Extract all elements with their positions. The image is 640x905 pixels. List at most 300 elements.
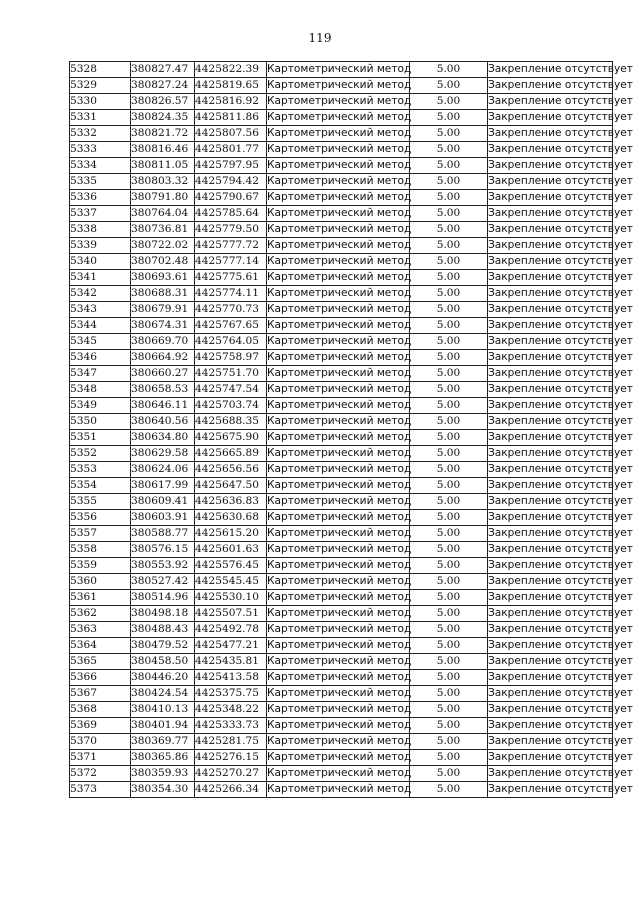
accuracy-cell: 5.00: [410, 222, 488, 238]
fixing-cell: Закрепление отсутствует: [488, 414, 613, 430]
table-row: [70, 286, 613, 302]
x-coordinate-cell: 380803.32: [131, 174, 195, 190]
y-coordinate-cell: 4425281.75: [195, 734, 267, 750]
point-number-cell: 5348: [70, 382, 131, 398]
y-coordinate-cell: 4425636.83: [195, 494, 267, 510]
accuracy-cell: 5.00: [410, 558, 488, 574]
x-coordinate-cell: 380664.92: [131, 350, 195, 366]
y-coordinate-cell: 4425477.21: [195, 638, 267, 654]
point-number-cell: 5330: [70, 94, 131, 110]
x-coordinate-cell: 380702.48: [131, 254, 195, 270]
x-coordinate-cell: 380488.43: [131, 622, 195, 638]
point-number-cell: 5372: [70, 766, 131, 782]
table-row: [70, 318, 613, 334]
accuracy-cell: 5.00: [410, 270, 488, 286]
point-number-cell: 5354: [70, 478, 131, 494]
x-coordinate-cell: 380646.11: [131, 398, 195, 414]
fixing-cell: Закрепление отсутствует: [488, 94, 613, 110]
fixing-cell: Закрепление отсутствует: [488, 62, 613, 78]
fixing-cell: Закрепление отсутствует: [488, 542, 613, 558]
point-number-cell: 5370: [70, 734, 131, 750]
y-coordinate-cell: 4425688.35: [195, 414, 267, 430]
accuracy-cell: 5.00: [410, 318, 488, 334]
fixing-cell: Закрепление отсутствует: [488, 318, 613, 334]
point-number-cell: 5349: [70, 398, 131, 414]
x-coordinate-cell: 380446.20: [131, 670, 195, 686]
accuracy-cell: 5.00: [410, 350, 488, 366]
method-cell: Картометрический метод: [267, 190, 410, 206]
fixing-cell: Закрепление отсутствует: [488, 782, 613, 798]
table-row: [70, 78, 613, 94]
table-row: [70, 670, 613, 686]
fixing-cell: Закрепление отсутствует: [488, 78, 613, 94]
y-coordinate-cell: 4425777.14: [195, 254, 267, 270]
y-coordinate-cell: 4425413.58: [195, 670, 267, 686]
method-cell: Картометрический метод: [267, 638, 410, 654]
method-cell: Картометрический метод: [267, 382, 410, 398]
table-row: [70, 510, 613, 526]
point-number-cell: 5368: [70, 702, 131, 718]
point-number-cell: 5333: [70, 142, 131, 158]
table-row: [70, 718, 613, 734]
y-coordinate-cell: 4425747.54: [195, 382, 267, 398]
method-cell: Картометрический метод: [267, 254, 410, 270]
point-number-cell: 5332: [70, 126, 131, 142]
method-cell: Картометрический метод: [267, 654, 410, 670]
accuracy-cell: 5.00: [410, 414, 488, 430]
x-coordinate-cell: 380498.18: [131, 606, 195, 622]
method-cell: Картометрический метод: [267, 430, 410, 446]
method-cell: Картометрический метод: [267, 734, 410, 750]
x-coordinate-cell: 380688.31: [131, 286, 195, 302]
y-coordinate-cell: 4425790.67: [195, 190, 267, 206]
accuracy-cell: 5.00: [410, 430, 488, 446]
accuracy-cell: 5.00: [410, 750, 488, 766]
method-cell: Картометрический метод: [267, 750, 410, 766]
coordinates-table-body: [70, 62, 633, 798]
y-coordinate-cell: 4425647.50: [195, 478, 267, 494]
x-coordinate-cell: 380679.91: [131, 302, 195, 318]
y-coordinate-cell: 4425703.74: [195, 398, 267, 414]
point-number-cell: 5369: [70, 718, 131, 734]
fixing-cell: Закрепление отсутствует: [488, 702, 613, 718]
table-row: [70, 398, 613, 414]
y-coordinate-cell: 4425797.95: [195, 158, 267, 174]
table-row: [70, 446, 613, 462]
accuracy-cell: 5.00: [410, 542, 488, 558]
point-number-cell: 5343: [70, 302, 131, 318]
y-coordinate-cell: 4425656.56: [195, 462, 267, 478]
table-row: [70, 494, 613, 510]
coordinates-table: [69, 61, 633, 798]
accuracy-cell: 5.00: [410, 670, 488, 686]
method-cell: Картометрический метод: [267, 286, 410, 302]
point-number-cell: 5336: [70, 190, 131, 206]
method-cell: Картометрический метод: [267, 350, 410, 366]
y-coordinate-cell: 4425576.45: [195, 558, 267, 574]
accuracy-cell: 5.00: [410, 190, 488, 206]
fixing-cell: Закрепление отсутствует: [488, 734, 613, 750]
y-coordinate-cell: 4425435.81: [195, 654, 267, 670]
point-number-cell: 5329: [70, 78, 131, 94]
x-coordinate-cell: 380410.13: [131, 702, 195, 718]
y-coordinate-cell: 4425779.50: [195, 222, 267, 238]
x-coordinate-cell: 380424.54: [131, 686, 195, 702]
y-coordinate-cell: 4425777.72: [195, 238, 267, 254]
table-row: [70, 430, 613, 446]
method-cell: Картометрический метод: [267, 334, 410, 350]
fixing-cell: Закрепление отсутствует: [488, 654, 613, 670]
accuracy-cell: 5.00: [410, 526, 488, 542]
x-coordinate-cell: 380827.24: [131, 78, 195, 94]
accuracy-cell: 5.00: [410, 382, 488, 398]
accuracy-cell: 5.00: [410, 238, 488, 254]
table-row: [70, 126, 613, 142]
accuracy-cell: 5.00: [410, 654, 488, 670]
point-number-cell: 5366: [70, 670, 131, 686]
accuracy-cell: 5.00: [410, 302, 488, 318]
x-coordinate-cell: 380736.81: [131, 222, 195, 238]
x-coordinate-cell: 380458.50: [131, 654, 195, 670]
x-coordinate-cell: 380354.30: [131, 782, 195, 798]
accuracy-cell: 5.00: [410, 606, 488, 622]
y-coordinate-cell: 4425767.65: [195, 318, 267, 334]
fixing-cell: Закрепление отсутствует: [488, 222, 613, 238]
x-coordinate-cell: 380693.61: [131, 270, 195, 286]
point-number-cell: 5345: [70, 334, 131, 350]
y-coordinate-cell: 4425530.10: [195, 590, 267, 606]
point-number-cell: 5347: [70, 366, 131, 382]
x-coordinate-cell: 380629.58: [131, 446, 195, 462]
page-number: 119: [308, 31, 332, 45]
fixing-cell: Закрепление отсутствует: [488, 750, 613, 766]
method-cell: Картометрический метод: [267, 222, 410, 238]
method-cell: Картометрический метод: [267, 590, 410, 606]
table-row: [70, 238, 613, 254]
point-number-cell: 5365: [70, 654, 131, 670]
fixing-cell: Закрепление отсутствует: [488, 142, 613, 158]
fixing-cell: Закрепление отсутствует: [488, 190, 613, 206]
table-row: [70, 174, 613, 190]
point-number-cell: 5367: [70, 686, 131, 702]
table-row: [70, 702, 613, 718]
x-coordinate-cell: 380359.93: [131, 766, 195, 782]
method-cell: Картометрический метод: [267, 414, 410, 430]
accuracy-cell: 5.00: [410, 478, 488, 494]
point-number-cell: 5358: [70, 542, 131, 558]
fixing-cell: Закрепление отсутствует: [488, 110, 613, 126]
point-number-cell: 5363: [70, 622, 131, 638]
table-row: [70, 526, 613, 542]
fixing-cell: Закрепление отсутствует: [488, 206, 613, 222]
fixing-cell: Закрепление отсутствует: [488, 494, 613, 510]
y-coordinate-cell: 4425492.78: [195, 622, 267, 638]
method-cell: Картометрический метод: [267, 718, 410, 734]
x-coordinate-cell: 380826.57: [131, 94, 195, 110]
x-coordinate-cell: 380816.46: [131, 142, 195, 158]
x-coordinate-cell: 380722.02: [131, 238, 195, 254]
method-cell: Картометрический метод: [267, 542, 410, 558]
method-cell: Картометрический метод: [267, 174, 410, 190]
accuracy-cell: 5.00: [410, 62, 488, 78]
x-coordinate-cell: 380479.52: [131, 638, 195, 654]
point-number-cell: 5337: [70, 206, 131, 222]
x-coordinate-cell: 380576.15: [131, 542, 195, 558]
method-cell: Картометрический метод: [267, 110, 410, 126]
point-number-cell: 5357: [70, 526, 131, 542]
table-row: [70, 110, 613, 126]
method-cell: Картометрический метод: [267, 494, 410, 510]
y-coordinate-cell: 4425348.22: [195, 702, 267, 718]
table-row: [70, 766, 613, 782]
point-number-cell: 5334: [70, 158, 131, 174]
accuracy-cell: 5.00: [410, 94, 488, 110]
method-cell: Картометрический метод: [267, 462, 410, 478]
x-coordinate-cell: 380624.06: [131, 462, 195, 478]
method-cell: Картометрический метод: [267, 510, 410, 526]
fixing-cell: Закрепление отсутствует: [488, 670, 613, 686]
accuracy-cell: 5.00: [410, 766, 488, 782]
y-coordinate-cell: 4425615.20: [195, 526, 267, 542]
method-cell: Картометрический метод: [267, 478, 410, 494]
table-row: [70, 334, 613, 350]
accuracy-cell: 5.00: [410, 622, 488, 638]
x-coordinate-cell: 380811.05: [131, 158, 195, 174]
y-coordinate-cell: 4425270.27: [195, 766, 267, 782]
y-coordinate-cell: 4425375.75: [195, 686, 267, 702]
x-coordinate-cell: 380365.86: [131, 750, 195, 766]
x-coordinate-cell: 380660.27: [131, 366, 195, 382]
table-row: [70, 302, 613, 318]
fixing-cell: Закрепление отсутствует: [488, 718, 613, 734]
y-coordinate-cell: 4425601.63: [195, 542, 267, 558]
point-number-cell: 5355: [70, 494, 131, 510]
accuracy-cell: 5.00: [410, 174, 488, 190]
table-row: [70, 542, 613, 558]
x-coordinate-cell: 380514.96: [131, 590, 195, 606]
table-row: [70, 222, 613, 238]
point-number-cell: 5360: [70, 574, 131, 590]
point-number-cell: 5353: [70, 462, 131, 478]
point-number-cell: 5362: [70, 606, 131, 622]
y-coordinate-cell: 4425785.64: [195, 206, 267, 222]
accuracy-cell: 5.00: [410, 254, 488, 270]
accuracy-cell: 5.00: [410, 574, 488, 590]
fixing-cell: Закрепление отсутствует: [488, 462, 613, 478]
method-cell: Картометрический метод: [267, 318, 410, 334]
x-coordinate-cell: 380603.91: [131, 510, 195, 526]
table-row: [70, 366, 613, 382]
accuracy-cell: 5.00: [410, 446, 488, 462]
point-number-cell: 5338: [70, 222, 131, 238]
fixing-cell: Закрепление отсутствует: [488, 254, 613, 270]
fixing-cell: Закрепление отсутствует: [488, 622, 613, 638]
y-coordinate-cell: 4425801.77: [195, 142, 267, 158]
accuracy-cell: 5.00: [410, 782, 488, 798]
table-row: [70, 622, 613, 638]
y-coordinate-cell: 4425333.73: [195, 718, 267, 734]
table-row: [70, 782, 613, 798]
table-row: [70, 462, 613, 478]
fixing-cell: Закрепление отсутствует: [488, 766, 613, 782]
accuracy-cell: 5.00: [410, 142, 488, 158]
y-coordinate-cell: 4425811.86: [195, 110, 267, 126]
x-coordinate-cell: 380824.35: [131, 110, 195, 126]
x-coordinate-cell: 380658.53: [131, 382, 195, 398]
x-coordinate-cell: 380553.92: [131, 558, 195, 574]
method-cell: Картометрический метод: [267, 446, 410, 462]
table-row: [70, 606, 613, 622]
accuracy-cell: 5.00: [410, 286, 488, 302]
x-coordinate-cell: 380791.80: [131, 190, 195, 206]
point-number-cell: 5352: [70, 446, 131, 462]
fixing-cell: Закрепление отсутствует: [488, 270, 613, 286]
point-number-cell: 5371: [70, 750, 131, 766]
method-cell: Картометрический метод: [267, 126, 410, 142]
method-cell: Картометрический метод: [267, 158, 410, 174]
accuracy-cell: 5.00: [410, 206, 488, 222]
y-coordinate-cell: 4425545.45: [195, 574, 267, 590]
fixing-cell: Закрепление отсутствует: [488, 334, 613, 350]
x-coordinate-cell: 380401.94: [131, 718, 195, 734]
method-cell: Картометрический метод: [267, 622, 410, 638]
fixing-cell: Закрепление отсутствует: [488, 174, 613, 190]
point-number-cell: 5344: [70, 318, 131, 334]
method-cell: Картометрический метод: [267, 142, 410, 158]
method-cell: Картометрический метод: [267, 398, 410, 414]
accuracy-cell: 5.00: [410, 78, 488, 94]
table-row: [70, 142, 613, 158]
x-coordinate-cell: 380634.80: [131, 430, 195, 446]
accuracy-cell: 5.00: [410, 334, 488, 350]
accuracy-cell: 5.00: [410, 398, 488, 414]
method-cell: Картометрический метод: [267, 270, 410, 286]
table-row: [70, 254, 613, 270]
point-number-cell: 5364: [70, 638, 131, 654]
accuracy-cell: 5.00: [410, 510, 488, 526]
table-row: [70, 62, 613, 78]
fixing-cell: Закрепление отсутствует: [488, 686, 613, 702]
y-coordinate-cell: 4425774.11: [195, 286, 267, 302]
point-number-cell: 5351: [70, 430, 131, 446]
y-coordinate-cell: 4425764.05: [195, 334, 267, 350]
fixing-cell: Закрепление отсутствует: [488, 286, 613, 302]
fixing-cell: Закрепление отсутствует: [488, 126, 613, 142]
method-cell: Картометрический метод: [267, 702, 410, 718]
point-number-cell: 5335: [70, 174, 131, 190]
table-row: [70, 638, 613, 654]
table-row: [70, 190, 613, 206]
y-coordinate-cell: 4425770.73: [195, 302, 267, 318]
fixing-cell: Закрепление отсутствует: [488, 478, 613, 494]
method-cell: Картометрический метод: [267, 206, 410, 222]
table-row: [70, 270, 613, 286]
y-coordinate-cell: 4425775.61: [195, 270, 267, 286]
method-cell: Картометрический метод: [267, 766, 410, 782]
point-number-cell: 5361: [70, 590, 131, 606]
fixing-cell: Закрепление отсутствует: [488, 158, 613, 174]
table-row: [70, 574, 613, 590]
point-number-cell: 5356: [70, 510, 131, 526]
accuracy-cell: 5.00: [410, 494, 488, 510]
fixing-cell: Закрепление отсутствует: [488, 638, 613, 654]
y-coordinate-cell: 4425807.56: [195, 126, 267, 142]
y-coordinate-cell: 4425819.65: [195, 78, 267, 94]
x-coordinate-cell: 380640.56: [131, 414, 195, 430]
x-coordinate-cell: 380617.99: [131, 478, 195, 494]
point-number-cell: 5331: [70, 110, 131, 126]
point-number-cell: 5373: [70, 782, 131, 798]
x-coordinate-cell: 380588.77: [131, 526, 195, 542]
method-cell: Картометрический метод: [267, 526, 410, 542]
fixing-cell: Закрепление отсутствует: [488, 430, 613, 446]
x-coordinate-cell: 380609.41: [131, 494, 195, 510]
table-row: [70, 158, 613, 174]
y-coordinate-cell: 4425507.51: [195, 606, 267, 622]
accuracy-cell: 5.00: [410, 158, 488, 174]
method-cell: Картометрический метод: [267, 366, 410, 382]
x-coordinate-cell: 380764.04: [131, 206, 195, 222]
method-cell: Картометрический метод: [267, 302, 410, 318]
fixing-cell: Закрепление отсутствует: [488, 302, 613, 318]
x-coordinate-cell: 380821.72: [131, 126, 195, 142]
accuracy-cell: 5.00: [410, 734, 488, 750]
fixing-cell: Закрепление отсутствует: [488, 526, 613, 542]
x-coordinate-cell: 380527.42: [131, 574, 195, 590]
accuracy-cell: 5.00: [410, 462, 488, 478]
method-cell: Картометрический метод: [267, 558, 410, 574]
table-row: [70, 94, 613, 110]
table-row: [70, 750, 613, 766]
method-cell: Картометрический метод: [267, 606, 410, 622]
fixing-cell: Закрепление отсутствует: [488, 398, 613, 414]
fixing-cell: Закрепление отсутствует: [488, 350, 613, 366]
point-number-cell: 5342: [70, 286, 131, 302]
method-cell: Картометрический метод: [267, 78, 410, 94]
method-cell: Картометрический метод: [267, 62, 410, 78]
fixing-cell: Закрепление отсутствует: [488, 510, 613, 526]
accuracy-cell: 5.00: [410, 638, 488, 654]
x-coordinate-cell: 380369.77: [131, 734, 195, 750]
y-coordinate-cell: 4425794.42: [195, 174, 267, 190]
method-cell: Картометрический метод: [267, 94, 410, 110]
fixing-cell: Закрепление отсутствует: [488, 382, 613, 398]
point-number-cell: 5350: [70, 414, 131, 430]
fixing-cell: Закрепление отсутствует: [488, 606, 613, 622]
accuracy-cell: 5.00: [410, 718, 488, 734]
accuracy-cell: 5.00: [410, 686, 488, 702]
y-coordinate-cell: 4425758.97: [195, 350, 267, 366]
y-coordinate-cell: 4425751.70: [195, 366, 267, 382]
table-row: [70, 558, 613, 574]
table-row: [70, 590, 613, 606]
accuracy-cell: 5.00: [410, 590, 488, 606]
method-cell: Картометрический метод: [267, 574, 410, 590]
method-cell: Картометрический метод: [267, 238, 410, 254]
table-row: [70, 206, 613, 222]
point-number-cell: 5341: [70, 270, 131, 286]
fixing-cell: Закрепление отсутствует: [488, 574, 613, 590]
y-coordinate-cell: 4425822.39: [195, 62, 267, 78]
table-row: [70, 478, 613, 494]
x-coordinate-cell: 380669.70: [131, 334, 195, 350]
table-row: [70, 414, 613, 430]
point-number-cell: 5340: [70, 254, 131, 270]
table-row: [70, 382, 613, 398]
point-number-cell: 5346: [70, 350, 131, 366]
x-coordinate-cell: 380674.31: [131, 318, 195, 334]
y-coordinate-cell: 4425675.90: [195, 430, 267, 446]
